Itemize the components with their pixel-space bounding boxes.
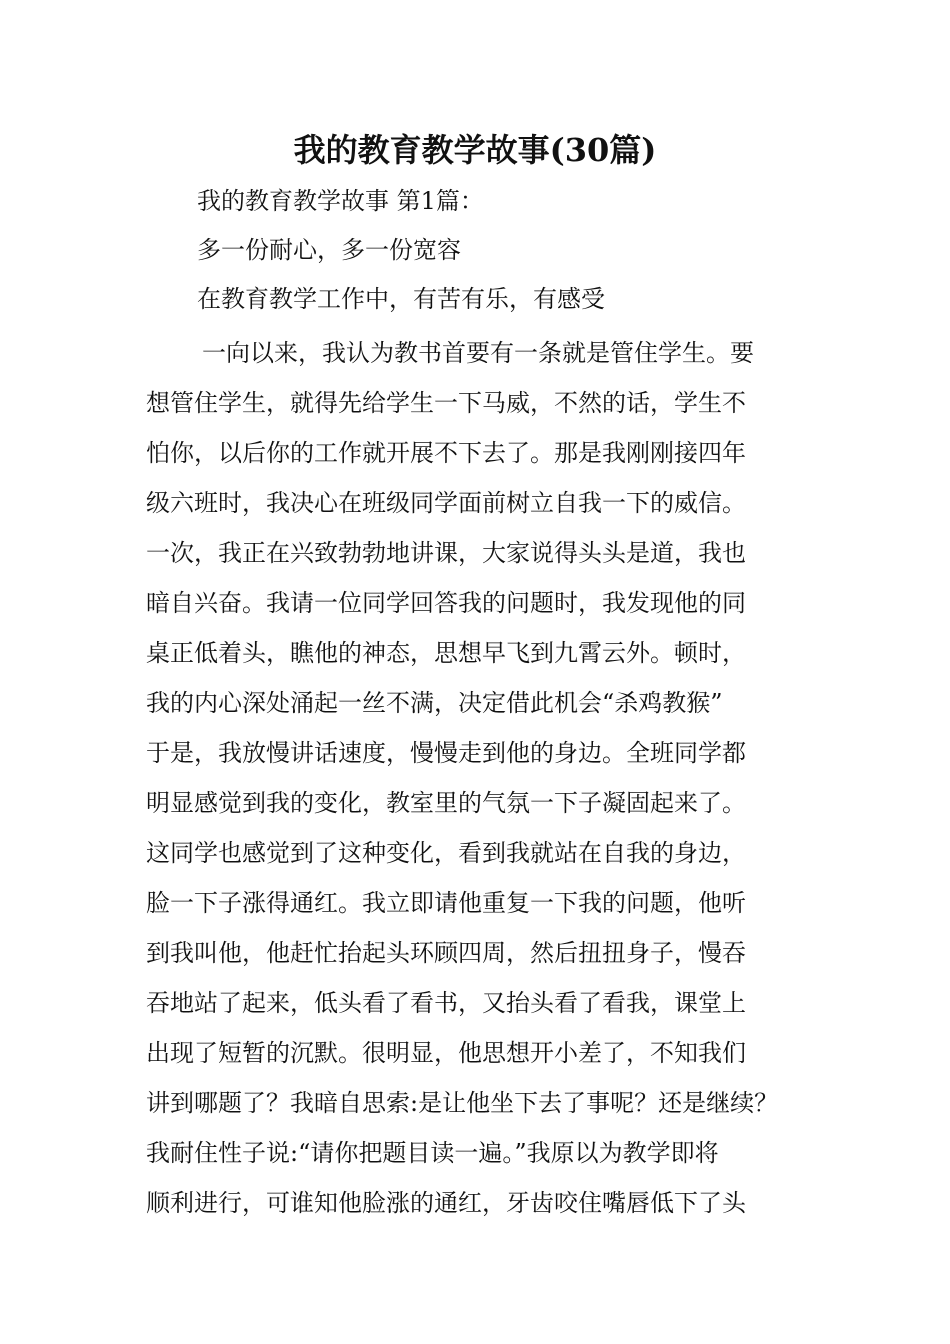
body-line: 一向以来，我认为教书首要有一条就是管住学生。要 (202, 339, 754, 367)
body-paragraph (146, 328, 836, 1228)
body-line: 讲到哪题了？我暗自思索:是让他坐下去了事呢？还是继续？ (146, 1089, 779, 1117)
body-line: 桌正低着头，瞧他的神态，思想早飞到九霄云外。顿时， (146, 639, 746, 667)
body-line: 明显感觉到我的变化，教室里的气氛一下子凝固起来了。 (146, 789, 746, 817)
body-line: 暗自兴奋。我请一位同学回答我的问题时，我发现他的同 (146, 589, 746, 617)
intro-line: 在教育教学工作中，有苦有乐，有感受 (197, 285, 605, 313)
body-line: 脸一下子涨得通红。我立即请他重复一下我的问题，他听 (146, 889, 746, 917)
body-line: 怕你，以后你的工作就开展不下去了。那是我刚刚接四年 (146, 439, 746, 467)
body-line: 吞地站了起来，低头看了看书，又抬头看了看我，课堂上 (146, 989, 746, 1017)
body-line: 级六班时，我决心在班级同学面前树立自我一下的威信。 (146, 489, 746, 517)
section-title: 多一份耐心，多一份宽容 (197, 236, 461, 264)
body-line: 到我叫他，他赶忙抬起头环顾四周，然后扭扭身子，慢吞 (146, 939, 746, 967)
body-line: 一次，我正在兴致勃勃地讲课，大家说得头头是道，我也 (146, 539, 746, 567)
body-line: 顺利进行，可谁知他脸涨的通红，牙齿咬住嘴唇低下了头 (146, 1189, 746, 1217)
body-line: 想管住学生，就得先给学生一下马威，不然的话，学生不 (146, 389, 746, 417)
body-line: 这同学也感觉到了这种变化，看到我就站在自我的身边， (146, 839, 746, 867)
body-line: 出现了短暂的沉默。很明显，他思想开小差了，不知我们 (146, 1039, 746, 1067)
chapter-heading: 我的教育教学故事 第1篇： (197, 187, 484, 215)
body-line: 我的内心深处涌起一丝不满，决定借此机会“杀鸡教猴” (146, 689, 723, 717)
body-line: 我耐住性子说:“请你把题目读一遍。”我原以为教学即将 (146, 1139, 719, 1167)
body-line: 于是，我放慢讲话速度，慢慢走到他的身边。全班同学都 (146, 739, 746, 767)
document-title: 我的教育教学故事(30篇) (293, 131, 657, 169)
